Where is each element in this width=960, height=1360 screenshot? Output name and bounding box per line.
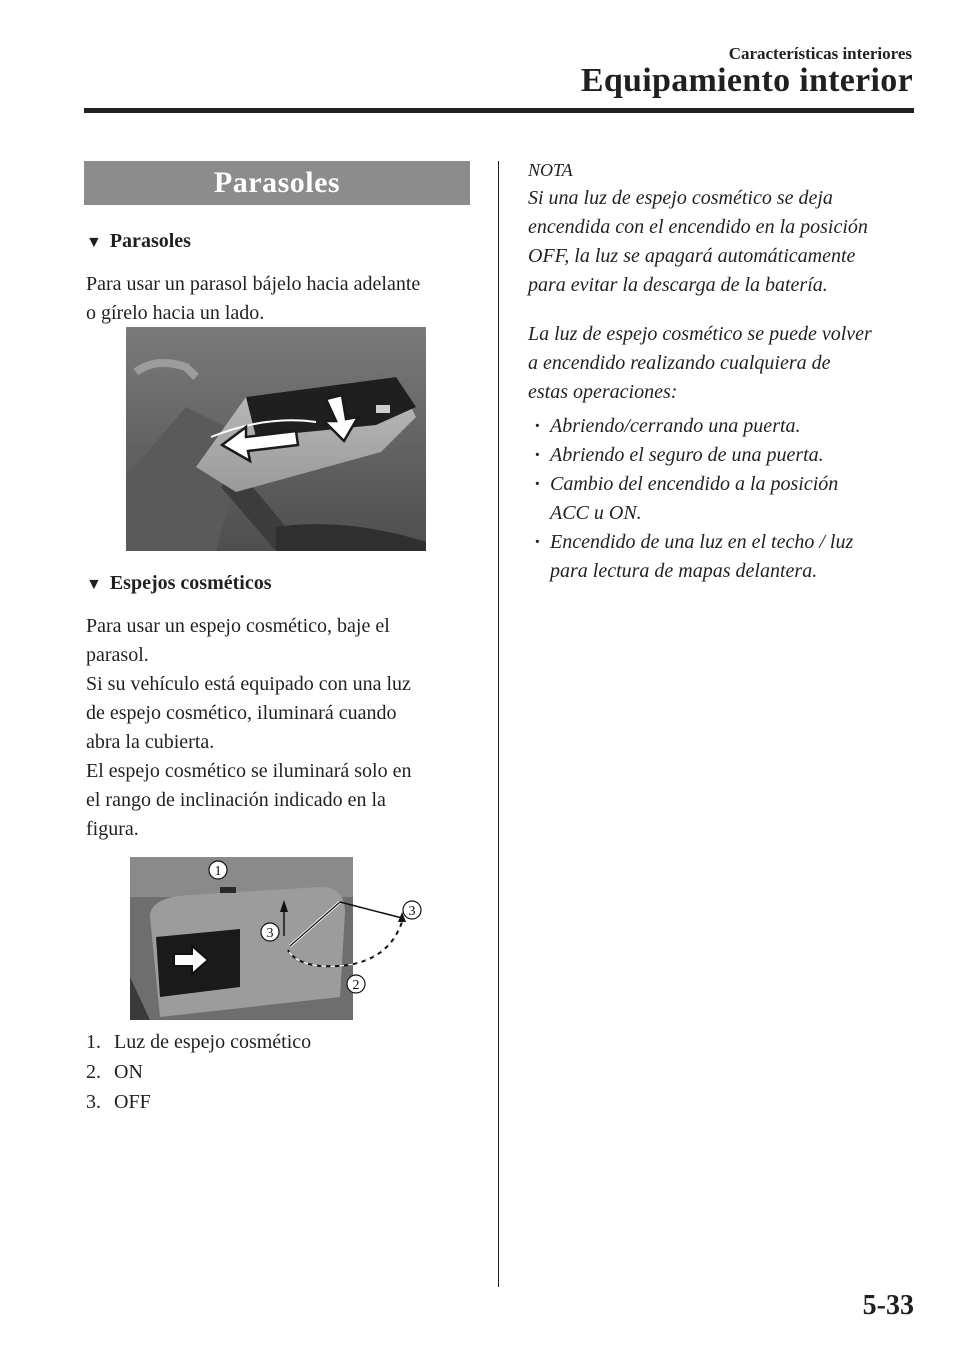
- section-banner-title: Parasoles: [213, 166, 341, 199]
- callout-3-right: [403, 901, 421, 919]
- text-line: a encendido realizando cualquiera de: [528, 352, 831, 374]
- text-line: Si una luz de espejo cosmético se deja: [528, 187, 833, 209]
- figure-legend: [86, 1027, 311, 1117]
- text-line: encendida con el encendido en la posición: [528, 216, 868, 238]
- text-line: Si su vehículo está equipado con una luz: [86, 673, 411, 695]
- subheading-espejos: [86, 572, 271, 595]
- note-bullet-list: [530, 412, 930, 586]
- list-item: · Abriendo/cerrando una puerta.: [530, 412, 930, 441]
- callout-1: [209, 861, 227, 879]
- svg-text:1: 1: [214, 864, 222, 879]
- note-label: NOTA: [528, 160, 573, 180]
- subheading-espejos-text: Espejos cosméticos: [109, 572, 272, 594]
- text-line: abra la cubierta.: [86, 731, 215, 753]
- header-rule: [84, 108, 914, 113]
- legend-item: 2. ON: [86, 1061, 143, 1083]
- header-chapter-title: Equipamiento interior: [580, 62, 913, 99]
- note-paragraph-2: [528, 320, 928, 407]
- triangle-down-icon: ▼: [86, 234, 102, 251]
- text-line: el rango de inclinación indicado en la: [86, 789, 386, 811]
- triangle-down-icon: ▼: [86, 576, 102, 593]
- list-item: · Abriendo el seguro de una puerta.: [530, 441, 930, 470]
- text-line: figura.: [86, 818, 139, 840]
- sun-visor-photo: [126, 327, 426, 551]
- svg-text:3: 3: [408, 904, 416, 919]
- text-line: parasol.: [86, 644, 149, 666]
- sun-visor-illustration: [126, 327, 426, 551]
- text-line: estas operaciones:: [528, 381, 678, 403]
- legend-item: 3. OFF: [86, 1091, 151, 1113]
- section-banner: [84, 161, 470, 205]
- tilt-range-diagram: [180, 860, 430, 1000]
- text-line: OFF, la luz se apagará automáticamente: [528, 245, 856, 267]
- text-line: Para usar un parasol bájelo hacia adelante: [86, 273, 421, 295]
- text-line: o gírelo hacia un lado.: [86, 302, 265, 324]
- text-line: para evitar la descarga de la batería.: [528, 274, 828, 296]
- note-paragraph-1: [528, 184, 928, 300]
- callout-2: [347, 975, 365, 993]
- text-line: El espejo cosmético se iluminará solo en: [86, 760, 412, 782]
- header-section-title: Características interiores: [728, 44, 912, 63]
- text-line: La luz de espejo cosmético se puede volver: [528, 323, 872, 345]
- subheading-parasoles: [86, 230, 191, 253]
- espejos-paragraph: [86, 612, 486, 844]
- svg-text:2: 2: [352, 978, 360, 993]
- parasoles-paragraph: [86, 270, 486, 328]
- callout-3-left: [261, 923, 279, 941]
- legend-item: 1. Luz de espejo cosmético: [86, 1031, 312, 1053]
- column-divider: [498, 161, 499, 1287]
- list-item: · Cambio del encendido a la posición ACC u ON.: [530, 470, 930, 528]
- subheading-parasoles-text: Parasoles: [109, 230, 191, 252]
- text-line: Para usar un espejo cosmético, baje el: [86, 615, 390, 637]
- list-item: · Encendido de una luz en el techo / luz para lectura de mapas delantera.: [530, 528, 930, 586]
- text-line: de espejo cosmético, iluminará cuando: [86, 702, 397, 724]
- svg-text:3: 3: [266, 926, 274, 941]
- page-number: 5-33: [862, 1290, 914, 1321]
